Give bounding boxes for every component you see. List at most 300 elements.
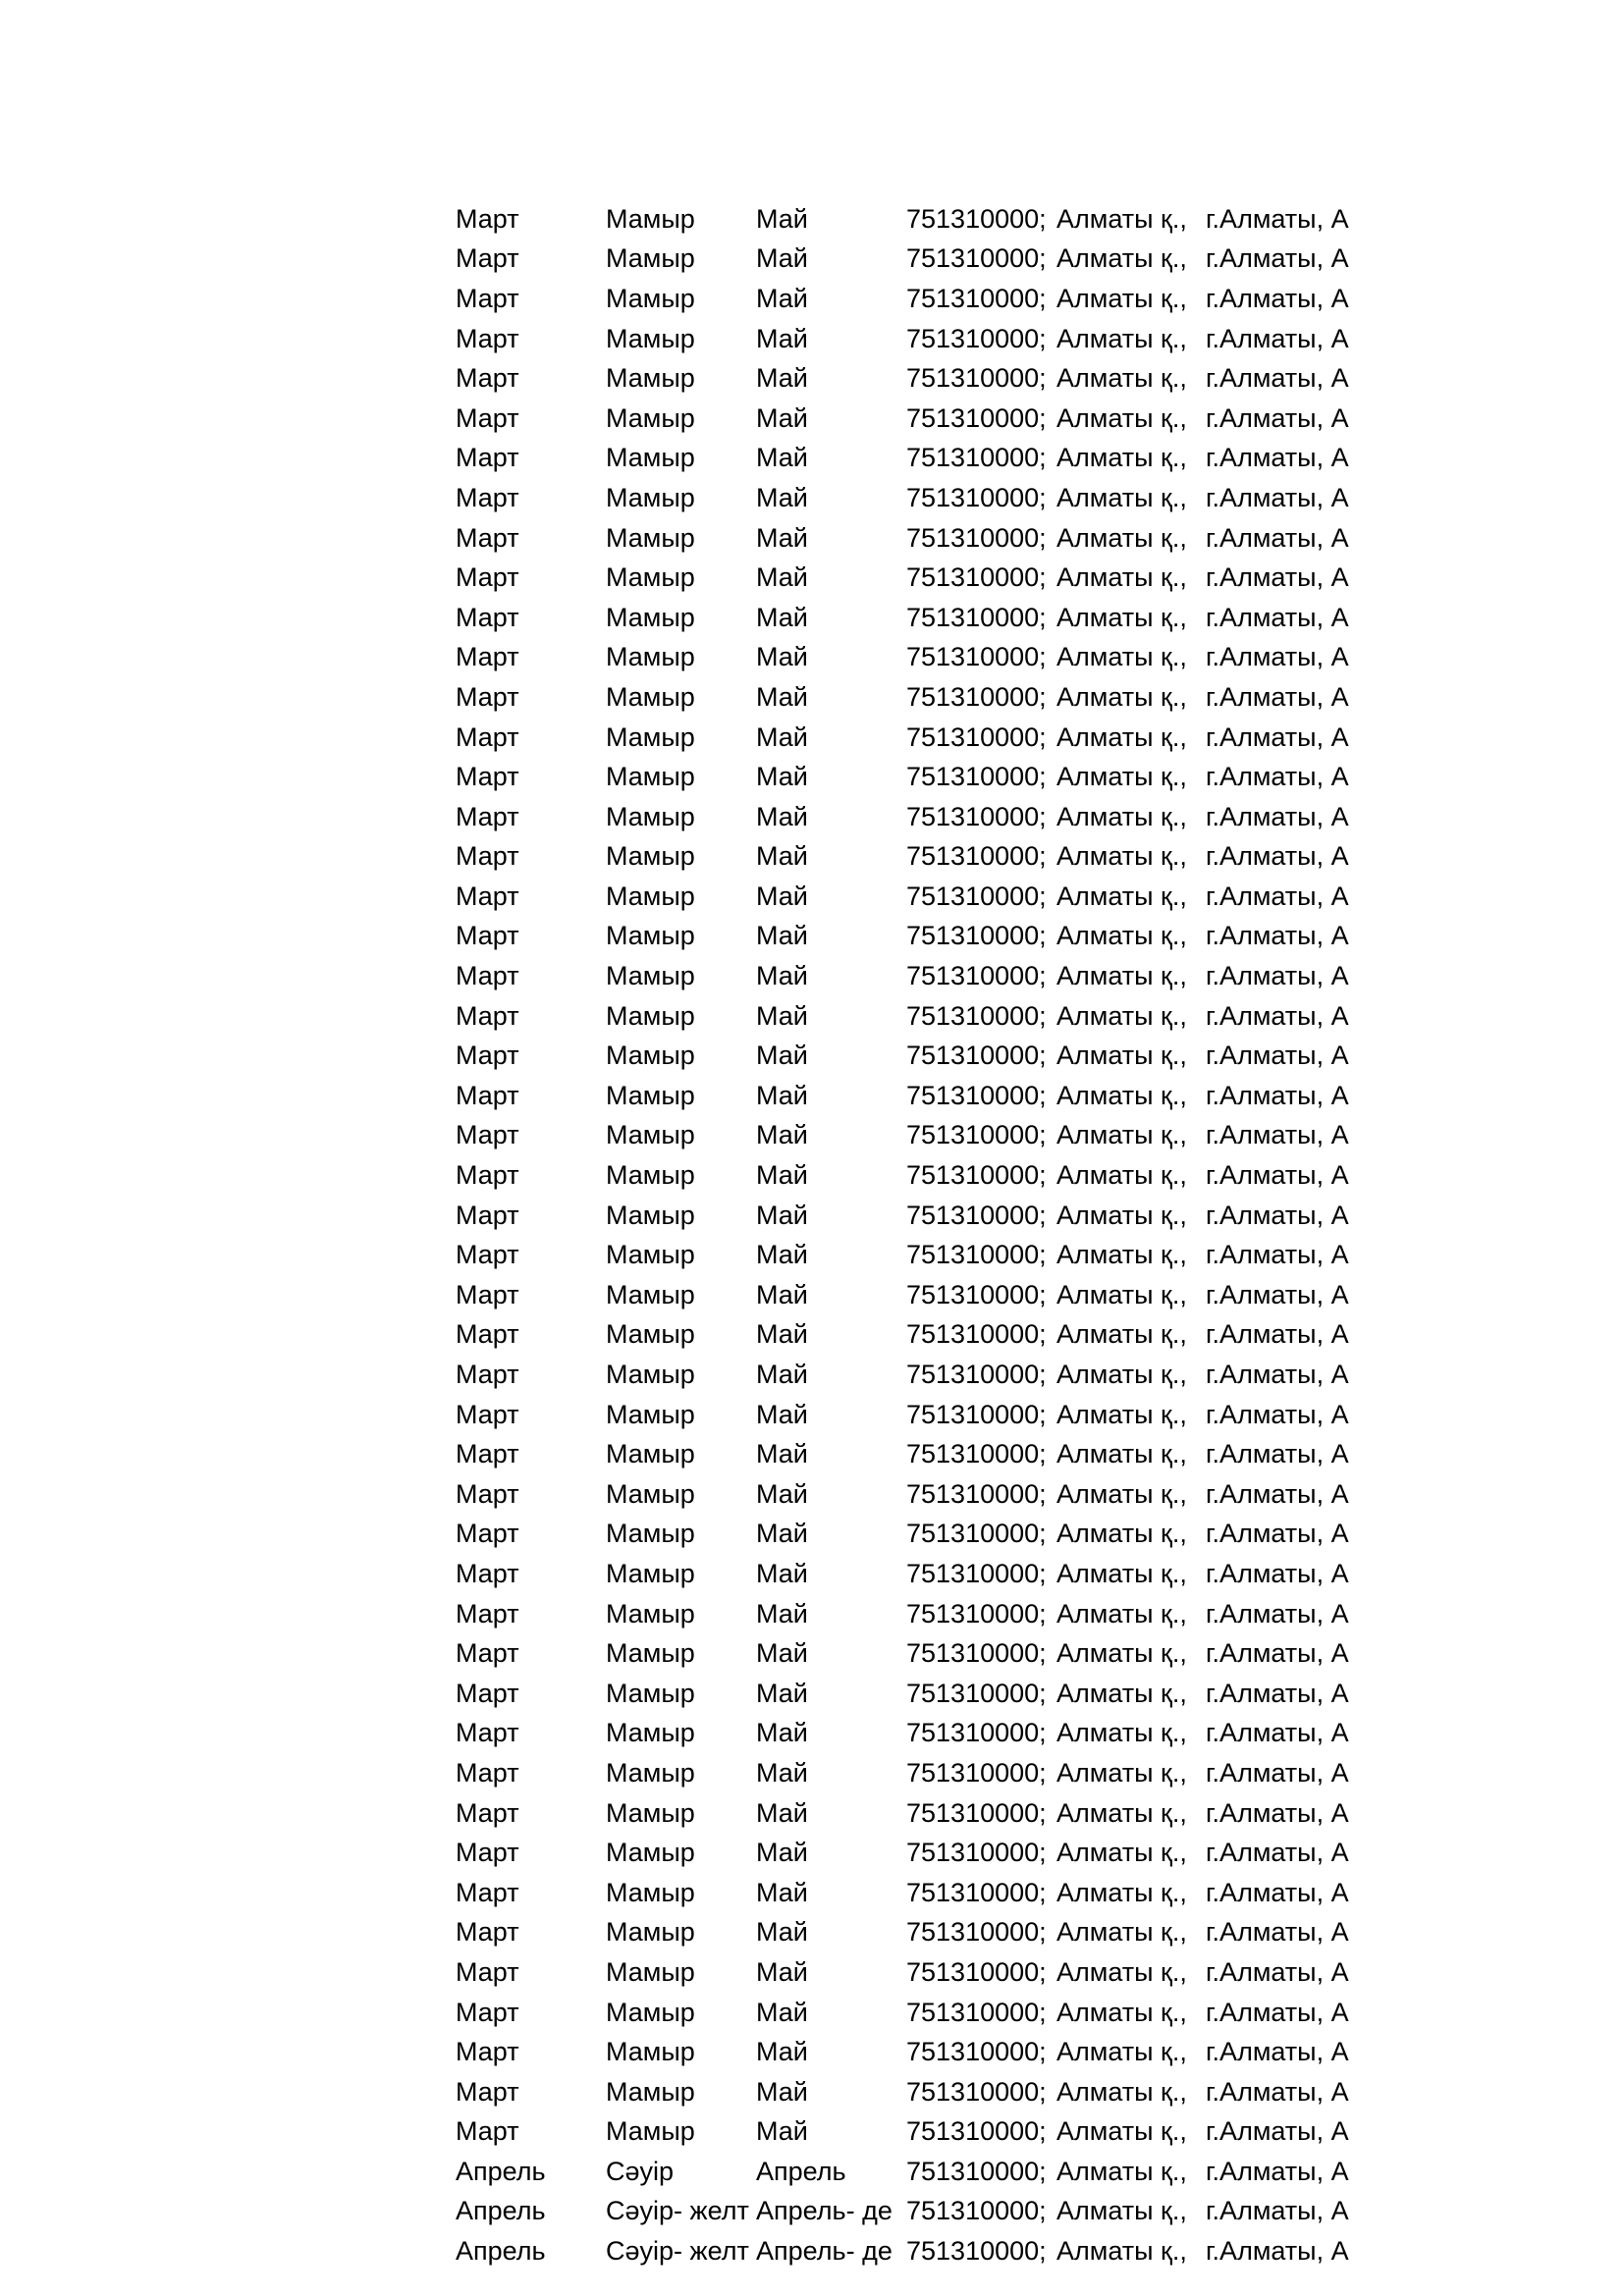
- table-row: [456, 1155, 1354, 1196]
- month-kz-cell: Сәуір- желт: [606, 2236, 749, 2267]
- region-kz-cell: Алматы қ.,: [1056, 1000, 1187, 1031]
- region-kz-cell: Алматы қ.,: [1056, 1838, 1187, 1868]
- city-cell: г.Алматы, А: [1206, 1598, 1349, 1629]
- region-kz-cell: Алматы қ.,: [1056, 881, 1187, 911]
- city-cell: г.Алматы, А: [1206, 1120, 1349, 1150]
- table-row: [456, 1993, 1354, 2033]
- month-cell: Май: [756, 681, 808, 712]
- month-ru-cell: Март: [456, 801, 519, 831]
- table-row: [456, 199, 1354, 240]
- region-kz-cell: Алматы қ.,: [1056, 2236, 1187, 2267]
- table-row: [456, 518, 1354, 559]
- code-cell: 751310000;: [906, 921, 1047, 951]
- table-row: [456, 837, 1354, 878]
- city-cell: г.Алматы, А: [1206, 1319, 1349, 1350]
- month-kz-cell: Мамыр: [606, 1917, 695, 1948]
- table-row: [456, 1833, 1354, 1873]
- city-cell: г.Алматы, А: [1206, 1439, 1349, 1469]
- month-kz-cell: Мамыр: [606, 1558, 695, 1588]
- table-row: [456, 1515, 1354, 1555]
- table-row: [456, 1554, 1354, 1594]
- city-cell: г.Алматы, А: [1206, 1838, 1349, 1868]
- region-kz-cell: Алматы қ.,: [1056, 1319, 1187, 1350]
- month-kz-cell: Мамыр: [606, 402, 695, 433]
- region-kz-cell: Алматы қ.,: [1056, 2076, 1187, 2107]
- month-cell: Май: [756, 323, 808, 353]
- month-cell: Май: [756, 1997, 808, 2027]
- month-cell: Май: [756, 1757, 808, 1788]
- month-kz-cell: Мамыр: [606, 522, 695, 553]
- table-row: [456, 1753, 1354, 1793]
- code-cell: 751310000;: [906, 2196, 1047, 2226]
- table-row: [456, 319, 1354, 359]
- code-cell: 751310000;: [906, 1678, 1047, 1708]
- table-row: [456, 956, 1354, 996]
- region-kz-cell: Алматы қ.,: [1056, 1240, 1187, 1270]
- code-cell: 751310000;: [906, 363, 1047, 394]
- code-cell: 751310000;: [906, 1638, 1047, 1669]
- month-kz-cell: Мамыр: [606, 363, 695, 394]
- code-cell: 751310000;: [906, 1519, 1047, 1549]
- code-cell: 751310000;: [906, 881, 1047, 911]
- month-cell: Май: [756, 283, 808, 313]
- region-kz-cell: Алматы қ.,: [1056, 1041, 1187, 1071]
- month-kz-cell: Мамыр: [606, 1041, 695, 1071]
- table-row: [456, 917, 1354, 957]
- region-kz-cell: Алматы қ.,: [1056, 323, 1187, 353]
- month-ru-cell: Март: [456, 2037, 519, 2067]
- table-row: [456, 240, 1354, 280]
- month-ru-cell: Март: [456, 1041, 519, 1071]
- month-cell: Май: [756, 1120, 808, 1150]
- month-cell: Май: [756, 1240, 808, 1270]
- code-cell: 751310000;: [906, 1997, 1047, 2027]
- month-cell: Май: [756, 402, 808, 433]
- month-cell: Май: [756, 602, 808, 632]
- code-cell: 751310000;: [906, 1838, 1047, 1868]
- region-kz-cell: Алматы қ.,: [1056, 1997, 1187, 2027]
- region-kz-cell: Алматы қ.,: [1056, 1080, 1187, 1110]
- city-cell: г.Алматы, А: [1206, 1240, 1349, 1270]
- month-cell: Май: [756, 762, 808, 792]
- month-kz-cell: Мамыр: [606, 1718, 695, 1748]
- region-kz-cell: Алматы қ.,: [1056, 203, 1187, 234]
- code-cell: 751310000;: [906, 2156, 1047, 2186]
- region-kz-cell: Алматы қ.,: [1056, 1200, 1187, 1230]
- month-kz-cell: Мамыр: [606, 1120, 695, 1150]
- city-cell: г.Алматы, А: [1206, 1080, 1349, 1110]
- month-kz-cell: Мамыр: [606, 2076, 695, 2107]
- table-row: [456, 1196, 1354, 1236]
- region-kz-cell: Алматы қ.,: [1056, 681, 1187, 712]
- month-ru-cell: Март: [456, 2076, 519, 2107]
- table-row: [456, 1952, 1354, 1993]
- table-row: [456, 877, 1354, 917]
- table-row: [456, 358, 1354, 399]
- month-ru-cell: Март: [456, 1120, 519, 1150]
- table-row: [456, 718, 1354, 758]
- month-cell: Май: [756, 243, 808, 274]
- region-kz-cell: Алматы қ.,: [1056, 961, 1187, 991]
- code-cell: 751310000;: [906, 1478, 1047, 1509]
- month-ru-cell: Март: [456, 602, 519, 632]
- month-ru-cell: Март: [456, 1160, 519, 1191]
- code-cell: 751310000;: [906, 961, 1047, 991]
- month-ru-cell: Март: [456, 841, 519, 872]
- month-cell: Май: [756, 1439, 808, 1469]
- region-kz-cell: Алматы қ.,: [1056, 642, 1187, 672]
- table-row: [456, 638, 1354, 678]
- month-cell: Май: [756, 1838, 808, 1868]
- month-kz-cell: Мамыр: [606, 721, 695, 752]
- table-row: [456, 1793, 1354, 1834]
- code-cell: 751310000;: [906, 721, 1047, 752]
- month-kz-cell: Мамыр: [606, 2116, 695, 2147]
- code-cell: 751310000;: [906, 562, 1047, 593]
- table-row: [456, 2192, 1354, 2232]
- region-kz-cell: Алматы қ.,: [1056, 1718, 1187, 1748]
- month-cell: Май: [756, 1598, 808, 1629]
- month-cell: Май: [756, 1956, 808, 1987]
- city-cell: г.Алматы, А: [1206, 1519, 1349, 1549]
- month-ru-cell: Март: [456, 1319, 519, 1350]
- month-cell: Май: [756, 1319, 808, 1350]
- code-cell: 751310000;: [906, 1200, 1047, 1230]
- month-ru-cell: Март: [456, 363, 519, 394]
- code-cell: 751310000;: [906, 681, 1047, 712]
- city-cell: г.Алматы, А: [1206, 1200, 1349, 1230]
- region-kz-cell: Алматы қ.,: [1056, 443, 1187, 473]
- table-row: [456, 2072, 1354, 2112]
- month-cell: Май: [756, 1917, 808, 1948]
- code-cell: 751310000;: [906, 1956, 1047, 1987]
- month-ru-cell: Март: [456, 1917, 519, 1948]
- table-row: [456, 1674, 1354, 1714]
- month-kz-cell: Мамыр: [606, 681, 695, 712]
- city-cell: г.Алматы, А: [1206, 801, 1349, 831]
- code-cell: 751310000;: [906, 1240, 1047, 1270]
- month-ru-cell: Март: [456, 1200, 519, 1230]
- month-ru-cell: Апрель: [456, 2196, 546, 2226]
- city-cell: г.Алматы, А: [1206, 881, 1349, 911]
- code-cell: 751310000;: [906, 1360, 1047, 1390]
- city-cell: г.Алматы, А: [1206, 1678, 1349, 1708]
- code-cell: 751310000;: [906, 602, 1047, 632]
- month-cell: Май: [756, 1080, 808, 1110]
- code-cell: 751310000;: [906, 1558, 1047, 1588]
- city-cell: г.Алматы, А: [1206, 522, 1349, 553]
- month-cell: Май: [756, 921, 808, 951]
- month-kz-cell: Мамыр: [606, 801, 695, 831]
- month-kz-cell: Мамыр: [606, 1956, 695, 1987]
- code-cell: 751310000;: [906, 2076, 1047, 2107]
- region-kz-cell: Алматы қ.,: [1056, 1399, 1187, 1429]
- region-kz-cell: Алматы қ.,: [1056, 2116, 1187, 2147]
- city-cell: г.Алматы, А: [1206, 1877, 1349, 1907]
- region-kz-cell: Алматы қ.,: [1056, 363, 1187, 394]
- month-ru-cell: Март: [456, 1558, 519, 1588]
- month-cell: Май: [756, 443, 808, 473]
- month-cell: Май: [756, 1041, 808, 1071]
- month-kz-cell: Мамыр: [606, 1638, 695, 1669]
- table-row: [456, 1116, 1354, 1156]
- code-cell: 751310000;: [906, 323, 1047, 353]
- region-kz-cell: Алматы қ.,: [1056, 2156, 1187, 2186]
- table-row: [456, 1594, 1354, 1634]
- month-cell: Апрель- де: [756, 2196, 893, 2226]
- month-ru-cell: Март: [456, 1598, 519, 1629]
- region-kz-cell: Алматы қ.,: [1056, 1598, 1187, 1629]
- month-ru-cell: Март: [456, 243, 519, 274]
- city-cell: г.Алматы, А: [1206, 402, 1349, 433]
- city-cell: г.Алматы, А: [1206, 762, 1349, 792]
- city-cell: г.Алматы, А: [1206, 1638, 1349, 1669]
- table-row: [456, 1355, 1354, 1395]
- month-cell: Апрель: [756, 2156, 846, 2186]
- month-kz-cell: Сәуір: [606, 2156, 675, 2186]
- month-kz-cell: Мамыр: [606, 1678, 695, 1708]
- table-row: [456, 1474, 1354, 1515]
- month-ru-cell: Март: [456, 762, 519, 792]
- region-kz-cell: Алматы қ.,: [1056, 1439, 1187, 1469]
- month-kz-cell: Мамыр: [606, 841, 695, 872]
- region-kz-cell: Алматы қ.,: [1056, 562, 1187, 593]
- month-cell: Май: [756, 1877, 808, 1907]
- region-kz-cell: Алматы қ.,: [1056, 243, 1187, 274]
- city-cell: г.Алматы, А: [1206, 961, 1349, 991]
- month-kz-cell: Мамыр: [606, 921, 695, 951]
- spreadsheet-print-page: [456, 199, 1354, 2271]
- table-row: [456, 2112, 1354, 2153]
- month-kz-cell: Мамыр: [606, 762, 695, 792]
- code-cell: 751310000;: [906, 522, 1047, 553]
- city-cell: г.Алматы, А: [1206, 1399, 1349, 1429]
- month-kz-cell: Мамыр: [606, 1439, 695, 1469]
- month-cell: Май: [756, 1399, 808, 1429]
- month-kz-cell: Мамыр: [606, 1757, 695, 1788]
- region-kz-cell: Алматы қ.,: [1056, 602, 1187, 632]
- month-ru-cell: Март: [456, 522, 519, 553]
- month-ru-cell: Март: [456, 402, 519, 433]
- month-ru-cell: Март: [456, 203, 519, 234]
- city-cell: г.Алматы, А: [1206, 1279, 1349, 1309]
- city-cell: г.Алматы, А: [1206, 2076, 1349, 2107]
- region-kz-cell: Алматы қ.,: [1056, 921, 1187, 951]
- region-kz-cell: Алматы қ.,: [1056, 1160, 1187, 1191]
- region-kz-cell: Алматы қ.,: [1056, 1956, 1187, 1987]
- code-cell: 751310000;: [906, 1718, 1047, 1748]
- month-ru-cell: Март: [456, 1478, 519, 1509]
- month-ru-cell: Март: [456, 1439, 519, 1469]
- region-kz-cell: Алматы қ.,: [1056, 1558, 1187, 1588]
- month-ru-cell: Март: [456, 1838, 519, 1868]
- month-cell: Май: [756, 1558, 808, 1588]
- month-kz-cell: Мамыр: [606, 1399, 695, 1429]
- month-ru-cell: Март: [456, 2116, 519, 2147]
- table-row: [456, 1076, 1354, 1116]
- table-row: [456, 1036, 1354, 1076]
- region-kz-cell: Алматы қ.,: [1056, 283, 1187, 313]
- code-cell: 751310000;: [906, 2116, 1047, 2147]
- city-cell: г.Алматы, А: [1206, 602, 1349, 632]
- code-cell: 751310000;: [906, 482, 1047, 512]
- table-row: [456, 1714, 1354, 1754]
- code-cell: 751310000;: [906, 443, 1047, 473]
- table-row: [456, 1434, 1354, 1474]
- city-cell: г.Алматы, А: [1206, 1041, 1349, 1071]
- month-kz-cell: Мамыр: [606, 1519, 695, 1549]
- table-row: [456, 1633, 1354, 1674]
- month-ru-cell: Март: [456, 1877, 519, 1907]
- month-ru-cell: Март: [456, 1638, 519, 1669]
- city-cell: г.Алматы, А: [1206, 2116, 1349, 2147]
- region-kz-cell: Алматы қ.,: [1056, 841, 1187, 872]
- month-ru-cell: Март: [456, 1757, 519, 1788]
- month-cell: Май: [756, 1718, 808, 1748]
- month-kz-cell: Мамыр: [606, 2037, 695, 2067]
- code-cell: 751310000;: [906, 1000, 1047, 1031]
- month-cell: Май: [756, 2116, 808, 2147]
- city-cell: г.Алматы, А: [1206, 1360, 1349, 1390]
- month-cell: Май: [756, 482, 808, 512]
- region-kz-cell: Алматы қ.,: [1056, 1877, 1187, 1907]
- month-cell: Май: [756, 1000, 808, 1031]
- month-cell: Май: [756, 961, 808, 991]
- table-row: [456, 598, 1354, 638]
- month-kz-cell: Мамыр: [606, 203, 695, 234]
- month-cell: Май: [756, 721, 808, 752]
- month-ru-cell: Март: [456, 1360, 519, 1390]
- month-kz-cell: Мамыр: [606, 881, 695, 911]
- region-kz-cell: Алматы қ.,: [1056, 1279, 1187, 1309]
- month-ru-cell: Апрель: [456, 2236, 546, 2267]
- code-cell: 751310000;: [906, 1797, 1047, 1828]
- code-cell: 751310000;: [906, 642, 1047, 672]
- code-cell: 751310000;: [906, 1439, 1047, 1469]
- code-cell: 751310000;: [906, 1080, 1047, 1110]
- month-ru-cell: Март: [456, 921, 519, 951]
- city-cell: г.Алматы, А: [1206, 243, 1349, 274]
- month-ru-cell: Март: [456, 721, 519, 752]
- month-cell: Май: [756, 642, 808, 672]
- month-kz-cell: Мамыр: [606, 1160, 695, 1191]
- table-row: [456, 2152, 1354, 2192]
- month-ru-cell: Март: [456, 562, 519, 593]
- month-kz-cell: Мамыр: [606, 602, 695, 632]
- city-cell: г.Алматы, А: [1206, 1000, 1349, 1031]
- month-cell: Май: [756, 1160, 808, 1191]
- month-ru-cell: Март: [456, 1956, 519, 1987]
- city-cell: г.Алматы, А: [1206, 2236, 1349, 2267]
- month-ru-cell: Март: [456, 1519, 519, 1549]
- month-ru-cell: Март: [456, 1997, 519, 2027]
- month-ru-cell: Март: [456, 443, 519, 473]
- code-cell: 751310000;: [906, 762, 1047, 792]
- code-cell: 751310000;: [906, 841, 1047, 872]
- city-cell: г.Алматы, А: [1206, 323, 1349, 353]
- table-row: [456, 1275, 1354, 1315]
- table-row: [456, 399, 1354, 439]
- region-kz-cell: Алматы қ.,: [1056, 1797, 1187, 1828]
- month-ru-cell: Март: [456, 642, 519, 672]
- month-cell: Май: [756, 1360, 808, 1390]
- city-cell: г.Алматы, А: [1206, 921, 1349, 951]
- region-kz-cell: Алматы қ.,: [1056, 801, 1187, 831]
- code-cell: 751310000;: [906, 2236, 1047, 2267]
- month-ru-cell: Март: [456, 1279, 519, 1309]
- month-ru-cell: Март: [456, 1080, 519, 1110]
- code-cell: 751310000;: [906, 1160, 1047, 1191]
- city-cell: г.Алматы, А: [1206, 681, 1349, 712]
- month-cell: Май: [756, 363, 808, 394]
- code-cell: 751310000;: [906, 1041, 1047, 1071]
- city-cell: г.Алматы, А: [1206, 1956, 1349, 1987]
- month-ru-cell: Апрель: [456, 2156, 546, 2186]
- region-kz-cell: Алматы қ.,: [1056, 522, 1187, 553]
- month-kz-cell: Мамыр: [606, 1360, 695, 1390]
- month-ru-cell: Март: [456, 1797, 519, 1828]
- month-kz-cell: Мамыр: [606, 243, 695, 274]
- region-kz-cell: Алматы қ.,: [1056, 2196, 1187, 2226]
- month-cell: Май: [756, 1478, 808, 1509]
- table-row: [456, 1873, 1354, 1913]
- month-kz-cell: Мамыр: [606, 1279, 695, 1309]
- month-cell: Май: [756, 2076, 808, 2107]
- month-kz-cell: Мамыр: [606, 1838, 695, 1868]
- code-cell: 751310000;: [906, 402, 1047, 433]
- city-cell: г.Алматы, А: [1206, 1160, 1349, 1191]
- month-cell: Май: [756, 1200, 808, 1230]
- city-cell: г.Алматы, А: [1206, 443, 1349, 473]
- month-kz-cell: Мамыр: [606, 1598, 695, 1629]
- code-cell: 751310000;: [906, 1279, 1047, 1309]
- month-cell: Май: [756, 841, 808, 872]
- region-kz-cell: Алматы қ.,: [1056, 1678, 1187, 1708]
- month-kz-cell: Мамыр: [606, 1319, 695, 1350]
- code-cell: 751310000;: [906, 1598, 1047, 1629]
- city-cell: г.Алматы, А: [1206, 283, 1349, 313]
- table-row: [456, 797, 1354, 837]
- code-cell: 751310000;: [906, 1757, 1047, 1788]
- month-kz-cell: Мамыр: [606, 961, 695, 991]
- month-cell: Май: [756, 881, 808, 911]
- code-cell: 751310000;: [906, 1877, 1047, 1907]
- month-ru-cell: Март: [456, 681, 519, 712]
- month-ru-cell: Март: [456, 323, 519, 353]
- month-cell: Май: [756, 2037, 808, 2067]
- code-cell: 751310000;: [906, 1120, 1047, 1150]
- month-ru-cell: Март: [456, 1399, 519, 1429]
- month-kz-cell: Мамыр: [606, 1200, 695, 1230]
- month-kz-cell: Мамыр: [606, 562, 695, 593]
- city-cell: г.Алматы, А: [1206, 841, 1349, 872]
- code-cell: 751310000;: [906, 283, 1047, 313]
- city-cell: г.Алматы, А: [1206, 1797, 1349, 1828]
- month-ru-cell: Март: [456, 283, 519, 313]
- month-ru-cell: Март: [456, 1678, 519, 1708]
- month-ru-cell: Март: [456, 1718, 519, 1748]
- city-cell: г.Алматы, А: [1206, 642, 1349, 672]
- city-cell: г.Алматы, А: [1206, 203, 1349, 234]
- month-kz-cell: Мамыр: [606, 443, 695, 473]
- code-cell: 751310000;: [906, 203, 1047, 234]
- region-kz-cell: Алматы қ.,: [1056, 1478, 1187, 1509]
- region-kz-cell: Алматы қ.,: [1056, 482, 1187, 512]
- month-kz-cell: Сәуір- желт: [606, 2196, 749, 2226]
- table-row: [456, 279, 1354, 319]
- code-cell: 751310000;: [906, 1399, 1047, 1429]
- city-cell: г.Алматы, А: [1206, 2037, 1349, 2067]
